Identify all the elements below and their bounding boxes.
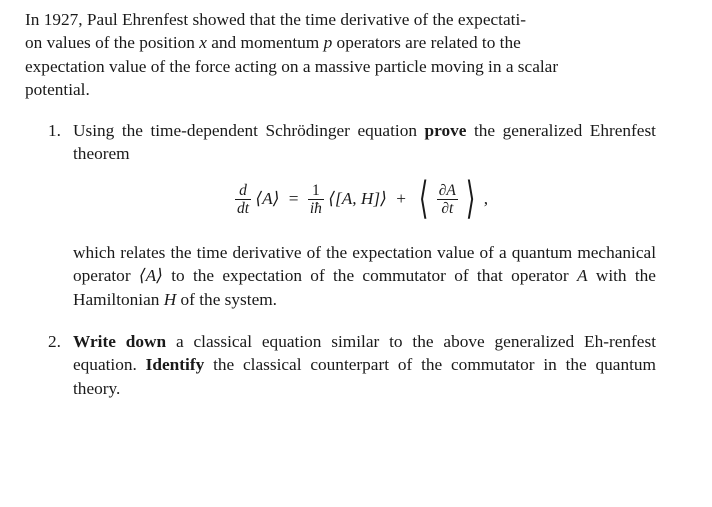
equation-comma: , — [483, 189, 489, 209]
partial-derivative-fraction — [437, 182, 458, 217]
fraction-numerator: d — [235, 182, 251, 200]
intro-line-1: In 1927, Paul Ehrenfest showed that the time derivative of the expectati- — [25, 10, 526, 29]
momentum-variable: p — [323, 33, 333, 53]
list-item-body — [73, 330, 656, 400]
explanation-text-2: to the expectation of the commutator of that operator — [171, 266, 569, 286]
expectation-A: ⟨A⟩ — [255, 189, 280, 209]
list-item-number: 1. — [48, 121, 61, 140]
item-1-instruction — [73, 119, 656, 166]
write-down-keyword: Write down — [73, 332, 167, 351]
hamiltonian-H: H — [163, 289, 177, 309]
list-item-number: 2. — [48, 332, 61, 351]
commutator-expectation: ⟨[A, H]⟩ — [328, 189, 387, 209]
left-angle-bracket: ⟨ — [419, 174, 429, 223]
fraction-numerator: ∂A — [438, 181, 456, 199]
operator-A: A — [576, 266, 588, 286]
intro-line-3: expectation value of the force acting on a massive particle moving in a scalar — [25, 56, 559, 76]
right-angle-bracket: ⟩ — [466, 174, 476, 223]
prove-keyword: prove — [424, 121, 467, 140]
intro-line-2-start: on values of the position — [25, 33, 195, 53]
plus-sign: + — [396, 189, 406, 209]
item-1-tail-text: the generalized Ehrenfest theorem — [73, 121, 656, 164]
fraction-denominator: dt — [237, 199, 250, 217]
fraction-denominator: iħ — [309, 199, 322, 217]
item-2-instruction — [73, 330, 656, 400]
intro-line-4: potential. — [25, 79, 90, 99]
intro-line-2-end: operators are related to the — [336, 33, 521, 53]
ehrenfest-equation — [235, 174, 489, 229]
equals-sign: = — [288, 189, 299, 209]
intro-line-2-mid: and momentum — [211, 33, 320, 53]
item-2-text-2: the classical counterpart of the commutator in the quantum theory. — [73, 355, 656, 398]
explanation-text-3: with the Hamiltonian — [73, 266, 656, 309]
fraction-denominator: ∂t — [441, 199, 454, 217]
list-item-body — [73, 119, 656, 309]
intro-paragraph — [25, 8, 657, 101]
inverse-ihbar-fraction — [308, 182, 324, 217]
item-1-lead-text: Using the time-dependent Schrödinger equation — [73, 121, 417, 140]
item-1-explanation — [73, 241, 656, 311]
identify-keyword: Identify — [145, 355, 205, 375]
explanation-text-1: which relates the time derivative of the expectation value of a quantum mechanical operator — [73, 243, 656, 286]
position-variable: x — [199, 33, 207, 53]
item-2-text-1: a classical equation similar to the above generalized Eh-renfest equation. — [73, 332, 657, 375]
operator-expectation: ⟨A⟩ — [138, 266, 163, 286]
fraction-numerator: 1 — [308, 182, 324, 200]
explanation-text-4: of the system. — [180, 289, 278, 309]
time-derivative-fraction — [235, 182, 251, 217]
